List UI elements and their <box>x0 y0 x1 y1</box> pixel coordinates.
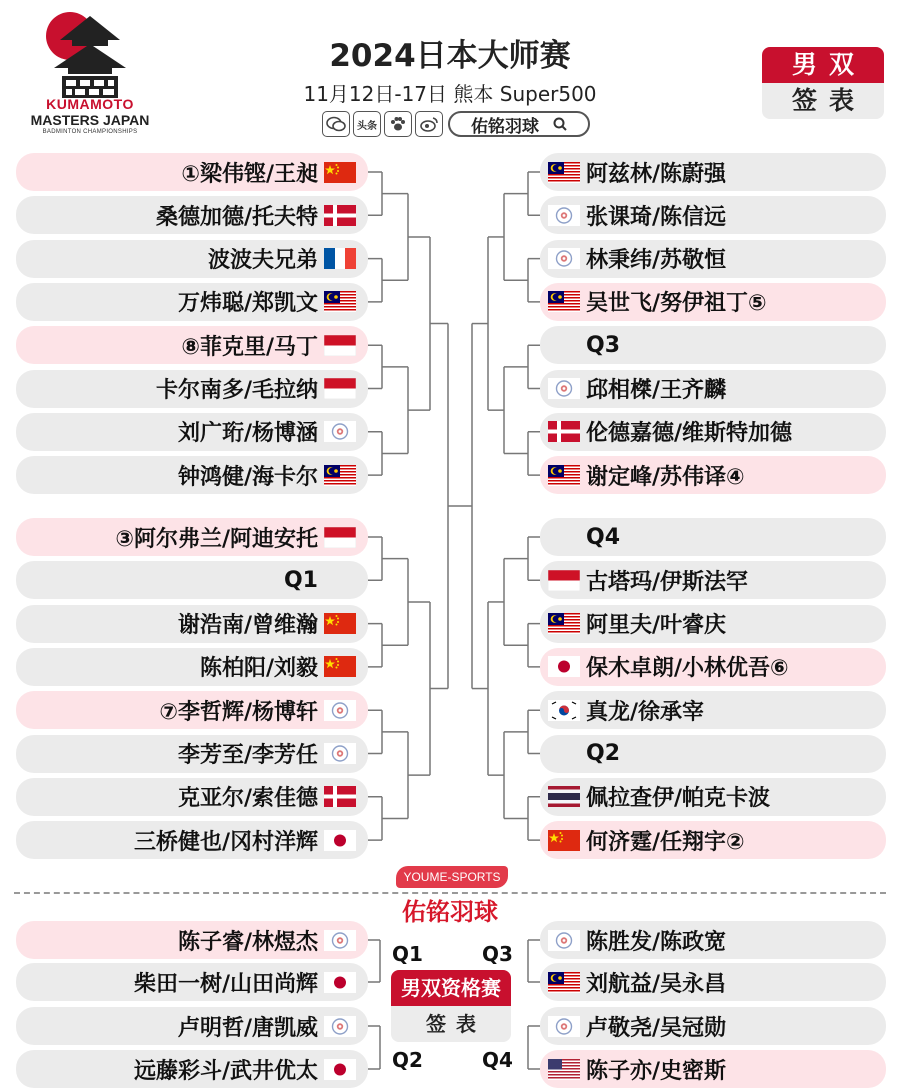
player-name: 卡尔南多/毛拉纳 <box>155 378 318 403</box>
left-player-row <box>16 821 368 859</box>
player-name: ①梁伟铿/王昶 <box>181 161 318 187</box>
toutiao-icon[interactable]: 头条 <box>353 111 381 137</box>
chinese-taipei-flag-icon <box>548 248 580 269</box>
china-flag-icon <box>324 613 356 634</box>
japan-flag-icon <box>324 830 356 851</box>
player-name: Q2 <box>586 741 621 766</box>
denmark-flag-icon <box>548 421 580 442</box>
left-player-row <box>16 153 368 191</box>
japan-flag-icon <box>324 1059 356 1080</box>
chinese-taipei-flag-icon <box>324 421 356 442</box>
player-name: 陈子亦/史密斯 <box>586 1058 727 1084</box>
badge-category: 男双 <box>762 47 884 83</box>
player-name: 阿里夫/叶睿庆 <box>586 613 727 639</box>
right-player-row <box>540 240 886 278</box>
page-subtitle: 11月12日-17日 熊本 Super500 <box>303 82 597 106</box>
korea-flag-icon <box>548 700 580 721</box>
thailand-flag-icon <box>548 786 580 807</box>
malaysia-flag-icon <box>324 465 356 486</box>
player-name: 佩拉查伊/帕克卡波 <box>586 786 771 812</box>
indonesia-flag-icon <box>548 570 580 591</box>
chinese-taipei-flag-icon <box>548 378 580 399</box>
right-player-row <box>540 456 886 494</box>
player-name: 远藤彩斗/武井优太 <box>133 1058 318 1084</box>
left-player-row <box>16 370 368 408</box>
player-name: 卢敬尧/吴冠勋 <box>586 1015 727 1041</box>
china-flag-icon <box>324 656 356 677</box>
usa-flag-icon <box>548 1059 580 1080</box>
logo-line1: KUMAMOTO <box>46 96 134 112</box>
badge-draw: 签表 <box>762 83 884 119</box>
right-player-row <box>540 561 886 599</box>
player-name: 陈子睿/林煜杰 <box>177 929 318 955</box>
player-name: 波波夫兄弟 <box>207 248 318 274</box>
right-player-row <box>540 196 886 234</box>
malaysia-flag-icon <box>548 162 580 183</box>
right-player-row <box>540 605 886 643</box>
left-player-row <box>16 326 368 364</box>
qual-label-q4: Q4 <box>482 1048 513 1072</box>
japan-flag-icon <box>548 656 580 677</box>
player-name: 陈胜发/陈政宽 <box>586 929 727 955</box>
player-name: Q1 <box>283 567 318 593</box>
right-player-row <box>540 778 886 816</box>
china-flag-icon <box>324 162 356 183</box>
denmark-flag-icon <box>324 786 356 807</box>
left-player-row <box>16 518 368 556</box>
player-name: 谢定峰/苏伟译④ <box>586 464 745 490</box>
qualification-badge <box>391 970 511 1042</box>
player-name: 李芳至/李芳任 <box>177 743 318 768</box>
player-name: 桑德加德/托夫特 <box>155 204 318 230</box>
player-name: 阿兹林/陈蔚强 <box>586 161 727 187</box>
left-player-row <box>16 778 368 816</box>
qual-label-q1: Q1 <box>392 942 423 966</box>
right-player-row <box>540 963 886 1001</box>
indonesia-flag-icon <box>324 378 356 399</box>
qual-label-q2: Q2 <box>392 1048 423 1072</box>
player-name: 邱相榤/王齐麟 <box>586 378 727 403</box>
left-player-row <box>16 240 368 278</box>
left-player-row <box>16 1007 368 1045</box>
right-player-row <box>540 735 886 773</box>
left-player-row <box>16 921 368 959</box>
player-name: 刘广珩/杨博涵 <box>177 421 318 447</box>
right-player-row <box>540 326 886 364</box>
player-name: 古塔玛/伊斯法罕 <box>586 569 749 595</box>
malaysia-flag-icon <box>548 613 580 634</box>
chinese-taipei-flag-icon <box>324 700 356 721</box>
left-player-row <box>16 1050 368 1088</box>
logo-line3: BADMINTON CHAMPIONSHIPS <box>42 129 138 135</box>
player-name: 陈柏阳/刘毅 <box>199 656 318 682</box>
chinese-taipei-flag-icon <box>548 930 580 951</box>
player-name: 刘航益/吴永昌 <box>586 971 727 997</box>
player-name: 克亚尔/索佳德 <box>177 786 318 812</box>
malaysia-flag-icon <box>548 972 580 993</box>
japan-flag-icon <box>324 972 356 993</box>
malaysia-flag-icon <box>548 465 580 486</box>
player-name: 万炜聪/郑凯文 <box>177 291 318 317</box>
malaysia-flag-icon <box>548 291 580 312</box>
player-name: 谢浩南/曾维瀚 <box>177 613 318 639</box>
right-player-row <box>540 518 886 556</box>
right-player-row <box>540 1050 886 1088</box>
right-player-row <box>540 821 886 859</box>
qual-label-q3: Q3 <box>482 942 513 966</box>
player-name: ⑧菲克里/马丁 <box>181 334 318 360</box>
right-player-row <box>540 413 886 451</box>
left-player-row <box>16 561 368 599</box>
player-name: 真龙/徐承宰 <box>586 699 705 725</box>
player-name: 保木卓朗/小林优吾⑥ <box>586 656 789 682</box>
player-name: 何济霆/任翔宇② <box>586 829 745 855</box>
china-flag-icon <box>548 830 580 851</box>
search-text: 佑铭羽球 <box>471 116 539 137</box>
player-name: 卢明哲/唐凯威 <box>177 1015 318 1041</box>
player-name: 钟鸿健/海卡尔 <box>177 464 318 490</box>
player-name: ③阿尔弗兰/阿迪安托 <box>115 526 318 552</box>
france-flag-icon <box>324 248 356 269</box>
logo-line2: MASTERS JAPAN <box>30 112 150 128</box>
left-player-row <box>16 963 368 1001</box>
player-name: Q4 <box>586 524 621 550</box>
right-player-row <box>540 283 886 321</box>
player-name: ⑦李哲辉/杨博轩 <box>159 699 318 725</box>
left-player-row <box>16 283 368 321</box>
left-player-row <box>16 413 368 451</box>
left-player-row <box>16 691 368 729</box>
player-name: 林秉纬/苏敬恒 <box>586 248 727 274</box>
player-name: 吴世飞/努伊祖丁⑤ <box>586 291 767 317</box>
indonesia-flag-icon <box>324 527 356 548</box>
right-player-row <box>540 1007 886 1045</box>
right-player-row <box>540 648 886 686</box>
player-name: 三桥健也/冈村洋辉 <box>133 829 318 855</box>
qualification-subtitle: 签表 <box>391 1006 511 1042</box>
player-name: 张课琦/陈信远 <box>586 204 727 230</box>
sponsor-badge: YOUME-SPORTS <box>396 866 508 888</box>
page-title: 2024日本大师赛 <box>329 38 571 74</box>
left-player-row <box>16 735 368 773</box>
malaysia-flag-icon <box>324 291 356 312</box>
left-player-row <box>16 605 368 643</box>
player-name: 柴田一树/山田尚辉 <box>133 971 318 997</box>
left-player-row <box>16 648 368 686</box>
right-player-row <box>540 370 886 408</box>
denmark-flag-icon <box>324 205 356 226</box>
chinese-taipei-flag-icon <box>324 1016 356 1037</box>
right-player-row <box>540 691 886 729</box>
left-player-row <box>16 196 368 234</box>
sponsor-name: 佑铭羽球 <box>402 898 498 926</box>
indonesia-flag-icon <box>324 335 356 356</box>
chinese-taipei-flag-icon <box>548 205 580 226</box>
chinese-taipei-flag-icon <box>324 743 356 764</box>
qualification-title: 男双资格赛 <box>391 970 511 1006</box>
left-player-row <box>16 456 368 494</box>
chinese-taipei-flag-icon <box>548 1016 580 1037</box>
chinese-taipei-flag-icon <box>324 930 356 951</box>
right-player-row <box>540 921 886 959</box>
player-name: Q3 <box>586 332 621 358</box>
player-name: 伦德嘉德/维斯特加德 <box>586 421 793 447</box>
right-player-row <box>540 153 886 191</box>
